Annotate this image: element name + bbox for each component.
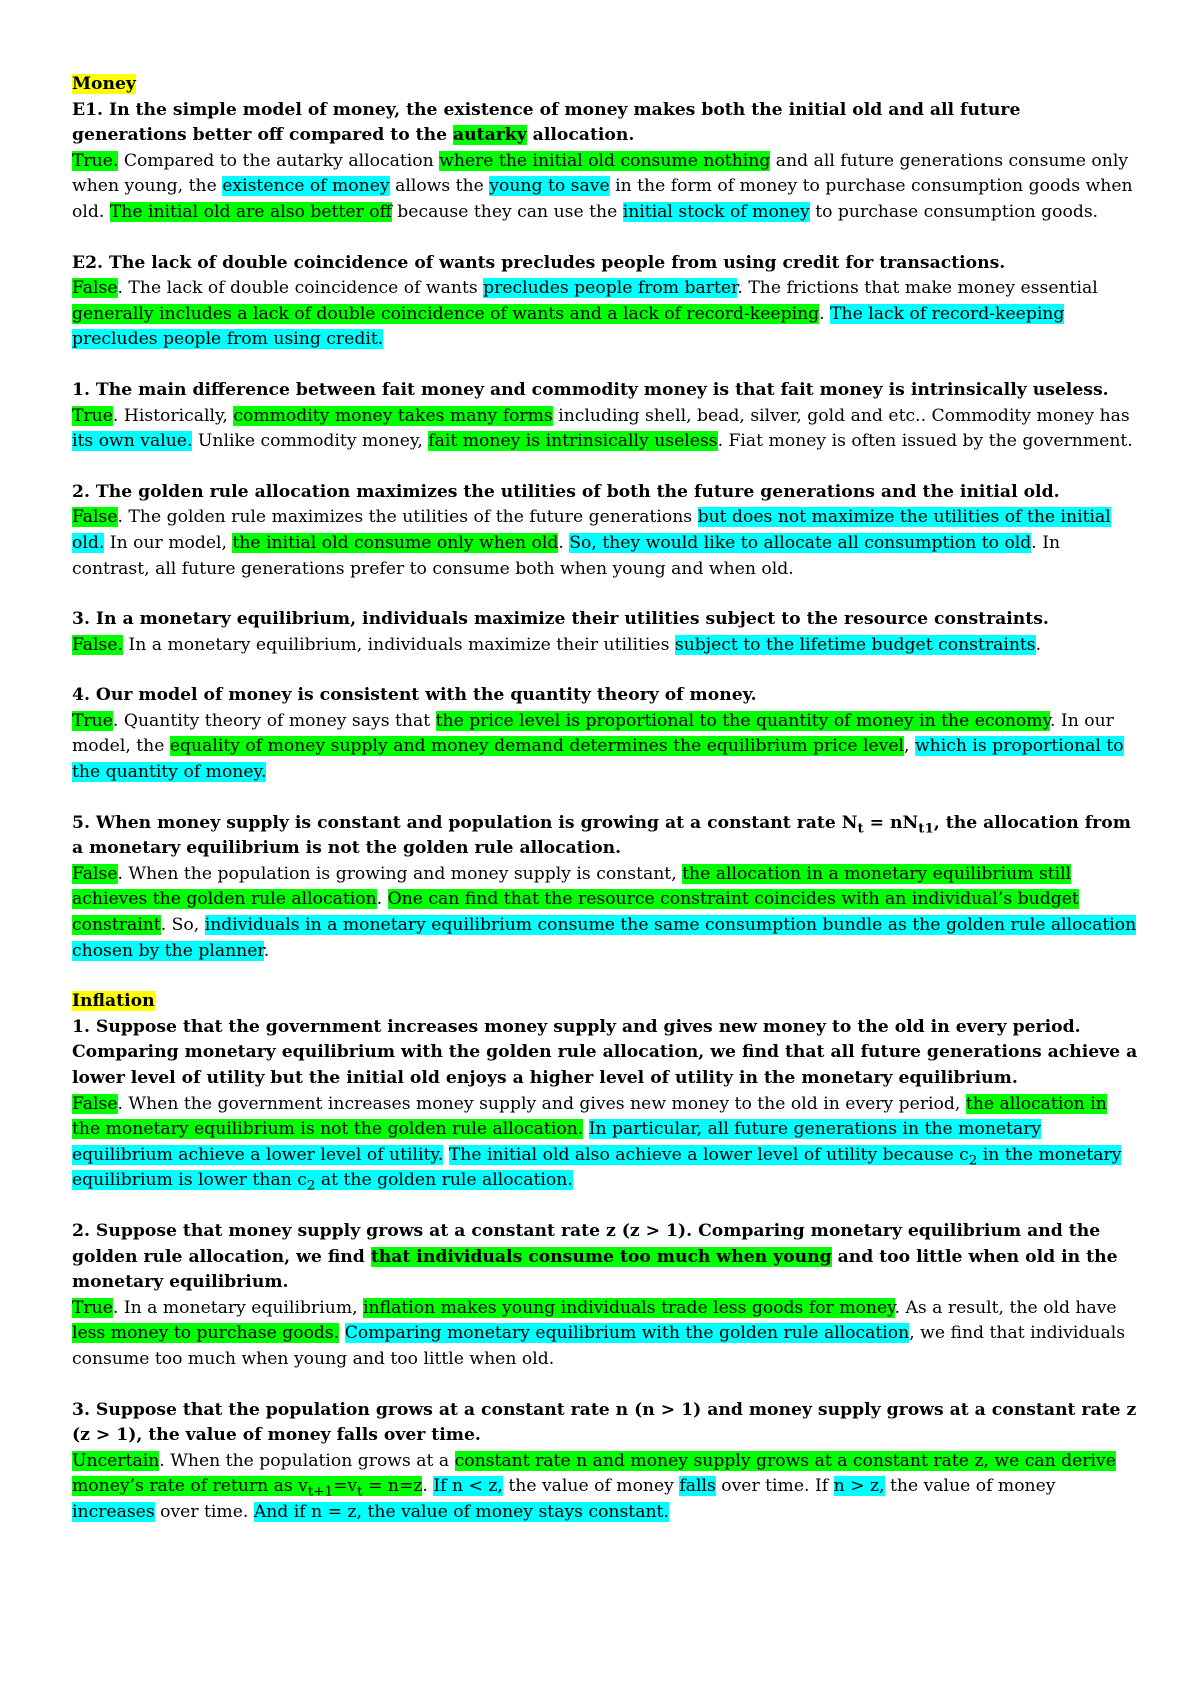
highlight-cyan: precludes people from barter (483, 278, 738, 299)
answer-text: . When the government increases money supply and gives new money to the old in every period, (117, 1093, 966, 1114)
question-money-1: 1. The main difference between fait money and commodity money is that fait money is intrinsically useless. (72, 379, 1109, 400)
question-text: , the allocation from a monetary equilibrium is not the golden rule allocation. (72, 812, 1131, 859)
money-heading-line (72, 72, 1138, 98)
highlighted-phrase: that individuals consume too much when young (370, 1246, 832, 1267)
answer-money-2 (72, 505, 1138, 582)
section-e1 (72, 72, 1138, 226)
highlight-cyan: Comparing monetary equilibrium with the golden rule allocation (344, 1323, 910, 1344)
subscript: 2 (968, 1153, 978, 1169)
highlight-green: the allocation in a monetary equilibrium still achieves the golden rule allocation (72, 863, 1072, 910)
answer-text: = n=z (362, 1476, 423, 1497)
highlight-green: the price level is proportional to the quantity of money in the economy (435, 710, 1050, 731)
highlight-green: True (72, 710, 113, 731)
answer-money-4 (72, 709, 1138, 786)
section-money-q2 (72, 480, 1138, 582)
answer-text: . The frictions that make money essential (737, 278, 1098, 299)
answer-text: =v (333, 1476, 358, 1497)
answer-text: . So, (160, 915, 205, 936)
answer-text: . Historically, (112, 405, 234, 426)
answer-money-1 (72, 404, 1138, 455)
answer-text: . The golden rule maximizes the utilities of the future generations (117, 507, 698, 528)
answer-text: . (819, 303, 831, 324)
subscript: t1 (918, 820, 934, 837)
highlight-cyan: individuals in a monetary equilibrium consume the same consumption bundle as the golden rule allocation chosen by the planner (72, 915, 1137, 961)
highlight-green: The initial old are also better off (109, 201, 392, 222)
section-inflation-q1 (72, 989, 1138, 1194)
highlight-cyan: subject to the lifetime budget constraints (674, 634, 1036, 655)
highlight-green: True. (72, 150, 119, 171)
money-heading: Money (72, 74, 136, 94)
answer-text: . As a result, the old have (894, 1297, 1117, 1318)
question-text: = nN (863, 812, 919, 833)
subscript: t (857, 820, 864, 837)
highlighted-term: autarky (453, 125, 527, 146)
answer-text: . (422, 1476, 434, 1497)
highlight-green: equality of money supply and money demand determines the equilibrium price level (169, 736, 905, 757)
answer-text: because they can use the (391, 201, 623, 222)
question-money-3: 3. In a monetary equilibrium, individuals maximize their utilities subject to the resource constraints. (72, 609, 1049, 630)
highlight-cyan: So, they would like to allocate all consumption to old (569, 532, 1032, 553)
highlight-green: less money to purchase goods. (72, 1323, 340, 1344)
highlight-cyan: n > z, (833, 1476, 885, 1497)
highlight-cyan: existence of money (222, 176, 390, 197)
answer-text: , we find that individuals consume too much when young and too little when old. (72, 1323, 1126, 1369)
highlight-cyan: but does not maximize the utilities of the initial old. (72, 507, 1111, 553)
answer-text: including shell, bead, silver, gold and etc.. Commodity money has (552, 405, 1130, 426)
highlight-green: False (72, 507, 118, 528)
section-e2 (72, 251, 1138, 353)
highlight-cyan: its own value. (72, 431, 193, 452)
answer-text: over time. If (715, 1476, 834, 1497)
answer-text (339, 1323, 344, 1343)
question-text: E1. In the simple model of money, the existence of money makes both the initial old and all future generations better off compared to the (72, 99, 1021, 146)
highlight-green: inflation makes young individuals trade less goods for money (363, 1297, 895, 1318)
answer-text: . (376, 889, 388, 910)
answer-text: . Quantity theory of money says that (112, 710, 436, 731)
answer-text: . (1035, 634, 1042, 655)
answer-text: . (263, 940, 270, 961)
answer-text: . (558, 532, 570, 553)
answer-money-5 (72, 862, 1138, 964)
section-money-q1 (72, 378, 1138, 455)
highlight-green: the allocation in the monetary equilibrium is not the golden rule allocation. (72, 1093, 1107, 1140)
highlight-green: False (72, 863, 118, 884)
answer-text: . In our model, the (72, 710, 1114, 757)
question-inflation-1: 1. Suppose that the government increases money supply and gives new money to the old in every period. Comparing monetary equilibrium with the golden rule allocation, we find that all future generations achieve a lower level of utility but the initial old enjoys a higher level of utility in the monetary equilibrium. (72, 1016, 1138, 1088)
answer-text: . When the population is growing and money supply is constant, (117, 863, 683, 884)
question-e1 (72, 98, 1138, 149)
question-text: allocation. (526, 125, 635, 146)
answer-text: . Fiat money is often issued by the government. (717, 431, 1133, 452)
question-e2: E2. The lack of double coincidence of wants precludes people from using credit for transactions. (72, 252, 1006, 273)
answer-inflation-1 (72, 1092, 1138, 1194)
subscript: t (357, 1484, 363, 1500)
highlight-green: False. (72, 634, 123, 655)
answer-text: . In contrast, all future generations prefer to consume both when young and when old. (72, 532, 1061, 579)
highlight-green: False (72, 278, 118, 299)
answer-money-3 (72, 633, 1138, 659)
answer-text: . The lack of double coincidence of wants (117, 278, 484, 299)
answer-text: , (904, 736, 915, 757)
answer-e2 (72, 276, 1138, 353)
question-money-2: 2. The golden rule allocation maximizes the utilities of both the future generations and the initial old. (72, 481, 1060, 502)
highlight-green: One can find that the resource constraint coincides with an individual’s budget constraint (72, 889, 1079, 936)
answer-text: the value of money (884, 1476, 1056, 1497)
section-inflation-q2 (72, 1219, 1138, 1373)
answer-text: to purchase consumption goods. (809, 201, 1099, 222)
question-text: 5. When money supply is constant and population is growing at a constant rate N (72, 812, 858, 833)
section-money-q5 (72, 811, 1138, 965)
question-text: and too little when old in the monetary equilibrium. (72, 1246, 1118, 1293)
answer-text: In a monetary equilibrium, individuals maximize their utilities (122, 634, 675, 655)
answer-text: in the form of money to purchase consumption goods when old. (72, 176, 1133, 222)
highlight-green: generally includes a lack of double coincidence of wants and a lack of record-keeping (72, 303, 820, 324)
verdict: Uncertain (72, 1450, 160, 1471)
question-money-4: 4. Our model of money is consistent with the quantity theory of money. (72, 685, 757, 706)
highlight-green: commodity money takes many forms (233, 405, 553, 426)
question-money-5 (72, 811, 1138, 862)
verdict: False (72, 1093, 118, 1114)
highlight-cyan: increases (72, 1501, 155, 1522)
inflation-heading-line (72, 989, 1138, 1015)
highlight-green: True (72, 1297, 113, 1318)
question-inflation-2 (72, 1219, 1138, 1296)
section-money-q3 (72, 607, 1138, 658)
answer-e1 (72, 149, 1138, 226)
answer-text: over time. (154, 1501, 254, 1522)
answer-text: in the monetary equilibrium is lower than c (72, 1144, 1122, 1191)
highlight-green: the initial old consume only when old (232, 532, 559, 553)
answer-inflation-2 (72, 1296, 1138, 1373)
question-text: 2. Suppose that money supply grows at a constant rate z (z > 1). Comparing monetary equilibrium and the golden rule allocation, we find (72, 1220, 1101, 1267)
answer-text (583, 1119, 588, 1139)
highlight-cyan: initial stock of money (622, 201, 810, 222)
answer-text: . In a monetary equilibrium, (112, 1297, 364, 1318)
answer-text: . When the population grows at a (159, 1450, 455, 1471)
highlight-cyan: young to save (489, 176, 610, 197)
answer-inflation-3 (72, 1449, 1138, 1526)
section-money-q4 (72, 683, 1138, 785)
answer-text: Unlike commodity money, (192, 431, 429, 452)
inflation-heading: Inflation (72, 991, 155, 1012)
subscript: 2 (306, 1178, 316, 1194)
answer-text: constant rate n and money supply grows at a constant rate z, we can derive money’s rate of return as v (72, 1450, 1116, 1497)
section-inflation-q3 (72, 1398, 1138, 1526)
subscript: t+1 (307, 1484, 334, 1500)
question-inflation-3: 3. Suppose that the population grows at a constant rate n (n > 1) and money supply grows at a constant rate z (z > 1), the value of money falls over time. (72, 1399, 1137, 1446)
highlight-green: True (72, 405, 113, 426)
answer-text: Compared to the autarky allocation (118, 150, 440, 171)
answer-text: In our model, (104, 532, 233, 553)
answer-text: and all future generations consume only when young, the (72, 150, 1129, 197)
highlight-cyan: And if n = z, the value of money stays constant. (253, 1501, 669, 1522)
document-page (72, 72, 1138, 1526)
highlight-cyan: If n < z, (433, 1476, 503, 1497)
highlight-cyan: The lack of record-keeping precludes people from using credit. (72, 303, 1065, 350)
answer-text: allows the (389, 176, 490, 197)
answer-text: The initial old also achieve a lower level of utility because c (448, 1144, 969, 1165)
highlight-green: where the initial old consume nothing (439, 150, 771, 171)
highlight-green: fait money is intrinsically useless (428, 431, 718, 452)
answer-text: the value of money (502, 1476, 680, 1497)
highlight-cyan: In particular, all future generations in the monetary equilibrium achieve a lower level of utility. (72, 1119, 1042, 1165)
highlight-cyan: falls (679, 1476, 716, 1497)
highlight-cyan: which is proportional to the quantity of money. (72, 736, 1124, 783)
answer-text: at the golden rule allocation. (315, 1170, 573, 1191)
